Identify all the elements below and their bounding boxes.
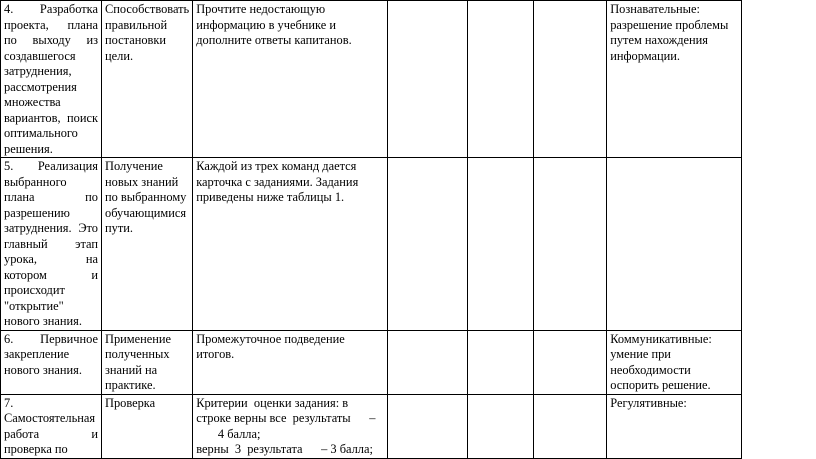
goal-cell: Проверка: [102, 394, 193, 458]
stage-cell: 5. Реализация выбранного плана по разрешению затруднения. Это главный этап урока, на котором и происходит "открытие" нового знания.: [1, 158, 102, 331]
content-cell: Прочтите недостающую информацию в учебнике и дополните ответы капитанов.: [193, 1, 388, 158]
empty-cell: [388, 394, 468, 458]
empty-cell: [468, 158, 534, 331]
empty-cell: [468, 1, 534, 158]
content-cell: Промежуточное подведение итогов.: [193, 330, 388, 394]
empty-cell: [534, 394, 607, 458]
empty-cell: [388, 1, 468, 158]
stage-cell: 7. Самостоятельная работа и проверка по: [1, 394, 102, 458]
empty-cell: [468, 394, 534, 458]
empty-cell: [534, 1, 607, 158]
content-cell: Каждой из трех команд дается карточка с заданиями. Задания приведены ниже таблицы 1.: [193, 158, 388, 331]
empty-cell: [388, 330, 468, 394]
goal-cell: Применение полученных знаний на практике.: [102, 330, 193, 394]
empty-cell: [468, 330, 534, 394]
uud-cell: Регулятивные:: [607, 394, 742, 458]
goal-cell: Получение новых знаний по выбранному обучающимися пути.: [102, 158, 193, 331]
empty-cell: [388, 158, 468, 331]
table-row: [1, 330, 742, 394]
table-row: [1, 1, 742, 158]
table-row: [1, 158, 742, 331]
goal-cell: Способствовать правильной постановки цели.: [102, 1, 193, 158]
uud-cell: Коммуникативные: умение при необходимости оспорить решение.: [607, 330, 742, 394]
content-cell: Критерии оценки задания: в строке верны все результаты – 4 балла; верны 3 результата – 3 балла;: [193, 394, 388, 458]
empty-cell: [534, 330, 607, 394]
stage-cell: 4. Разработка проекта, плана по выходу из создавшегося затруднения, рассмотрения множества вариантов, поиск оптимального решения.: [1, 1, 102, 158]
empty-cell: [534, 158, 607, 331]
table-row: [1, 394, 742, 458]
uud-cell: [607, 158, 742, 331]
stage-cell: 6. Первичное закрепление нового знания.: [1, 330, 102, 394]
uud-cell: Познавательные: разрешение проблемы путем нахождения информации.: [607, 1, 742, 158]
